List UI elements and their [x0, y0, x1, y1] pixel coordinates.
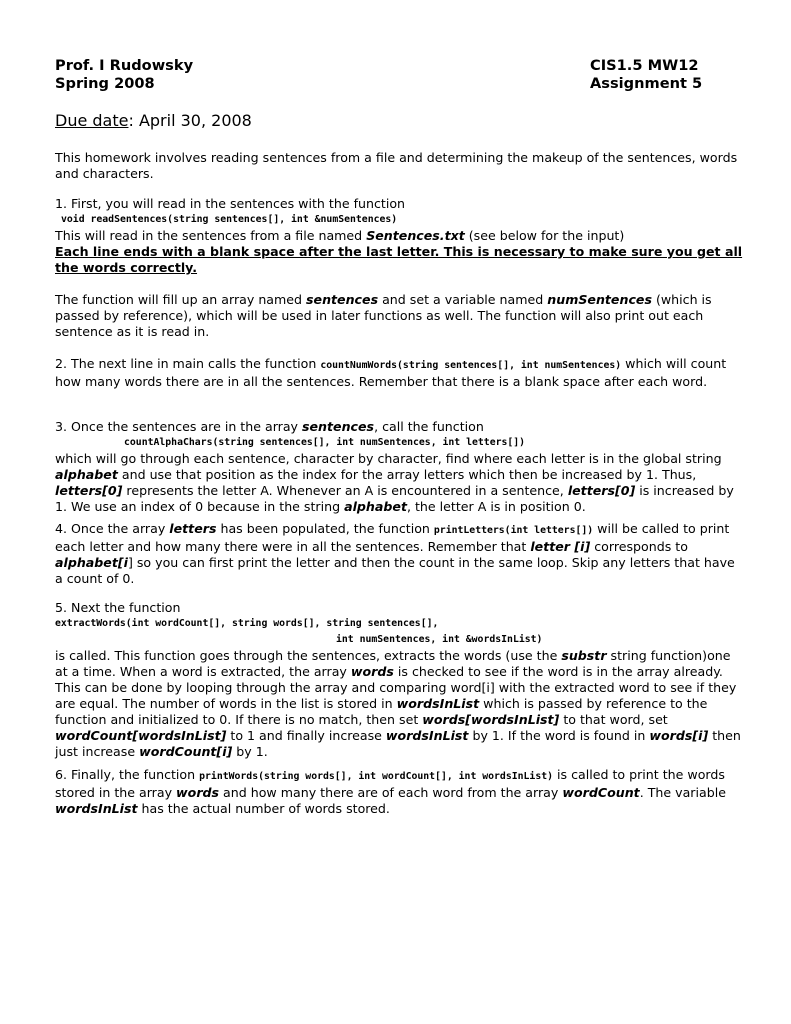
step-6: 6. Finally, the function printWords(string words[], int wordCount[], int wordsInList) is called to print the words stored in the array words and how many there are of each word from the array wordCount. The variable wordsInList has the actual number of words stored.: [55, 767, 726, 816]
step-3: 3. Once the sentences are in the array sentences, call the function countAlphaChars(string sentences[], int numSentences, int letters[]) which will go through each sentence, character by character, find where each letter is in the global string alphabet and use that position as the index for the array letters which then be increased by 1. Thus, letters[0] represents the letter A. Whenever an A is encountered in a sentence, letters[0] is increased by 1. We use an index of 0 because in the string alphabet, the letter A is in position 0.: [55, 419, 745, 515]
code-count-num-words: countNumWords(string sentences[], int numSentences): [320, 360, 622, 371]
step-5: 5. Next the function extractWords(int wordCount[], string words[], string sentences[], int numSentences, int &wordsInList) is called. This function goes through the sentences, extracts the words (use the substr string function)one at a time. When a word is extracted, the array words is checked to see if the word is in the array already. This can be done by looping through the array and comparing word[i] with the extracted word to see if they are equal. The number of words in the list is stored in wordsInList which is passed by reference to the function and initialized to 0. If there is no match, then set words[wordsInList] to that word, set wordCount[wordsInList] to 1 and finally increase wordsInList by 1. If the word is found in words[i] then just increase wordCount[i] by 1.: [55, 600, 745, 760]
step-1-details: The function will fill up an array named sentences and set a variable named numSentences (which is passed by reference), which will be used in later functions as well. The function will also print out each sentence as it is read in.: [55, 292, 712, 339]
header-left: [55, 57, 193, 93]
assignment-number: Assignment 5: [590, 75, 703, 92]
due-date: Due date: April 30, 2008: [55, 111, 252, 130]
header-right: [590, 57, 702, 93]
step-2: 2. The next line in main calls the function countNumWords(string sentences[], int numSentences) which will count how many words there are in all the sentences. Remember that there is a blank space after each word.: [55, 356, 727, 389]
semester: Spring 2008: [55, 75, 155, 92]
step-4: 4. Once the array letters has been populated, the function printLetters(int letters[]) will be called to print each letter and how many there were in all the sentences. Remember that letter [i] corresponds to alphabet[i] so you can first print the letter and then the count in the same loop. Skip any letters that have a count of 0.: [55, 521, 735, 586]
instructor-name: Prof. I Rudowsky: [55, 57, 194, 74]
course-code: CIS1.5 MW12: [590, 57, 699, 74]
code-extract-words-line1: extractWords(int wordCount[], string words[], string sentences[],: [55, 618, 439, 629]
input-filename: Sentences.txt: [366, 228, 465, 243]
blank-space-note: Each line ends with a blank space after the last letter. This is necessary to make sure you get all the words correctly.: [55, 244, 743, 275]
code-count-alpha-chars: countAlphaChars(string sentences[], int numSentences, int letters[]): [124, 437, 526, 448]
code-print-letters: printLetters(int letters[]): [433, 525, 594, 536]
step-1: 1. First, you will read in the sentences with the function void readSentences(string sentences[], int &numSentences) This will read in the sentences from a file named Sentences.txt (see below for the input) Each line ends with a blank space after the last letter. This is necessary to make sure you get all the words correctly.: [55, 196, 745, 276]
intro-paragraph: This homework involves reading sentences from a file and determining the makeup of the sentences, words and characters.: [55, 150, 738, 181]
due-date-label: Due date: [55, 111, 129, 130]
code-extract-words-line2: int numSentences, int &wordsInList): [336, 634, 543, 645]
due-date-value: April 30, 2008: [133, 111, 252, 130]
code-print-words: printWords(string words[], int wordCount[], int wordsInList): [199, 771, 554, 782]
code-read-sentences: void readSentences(string sentences[], int &numSentences): [61, 214, 398, 225]
